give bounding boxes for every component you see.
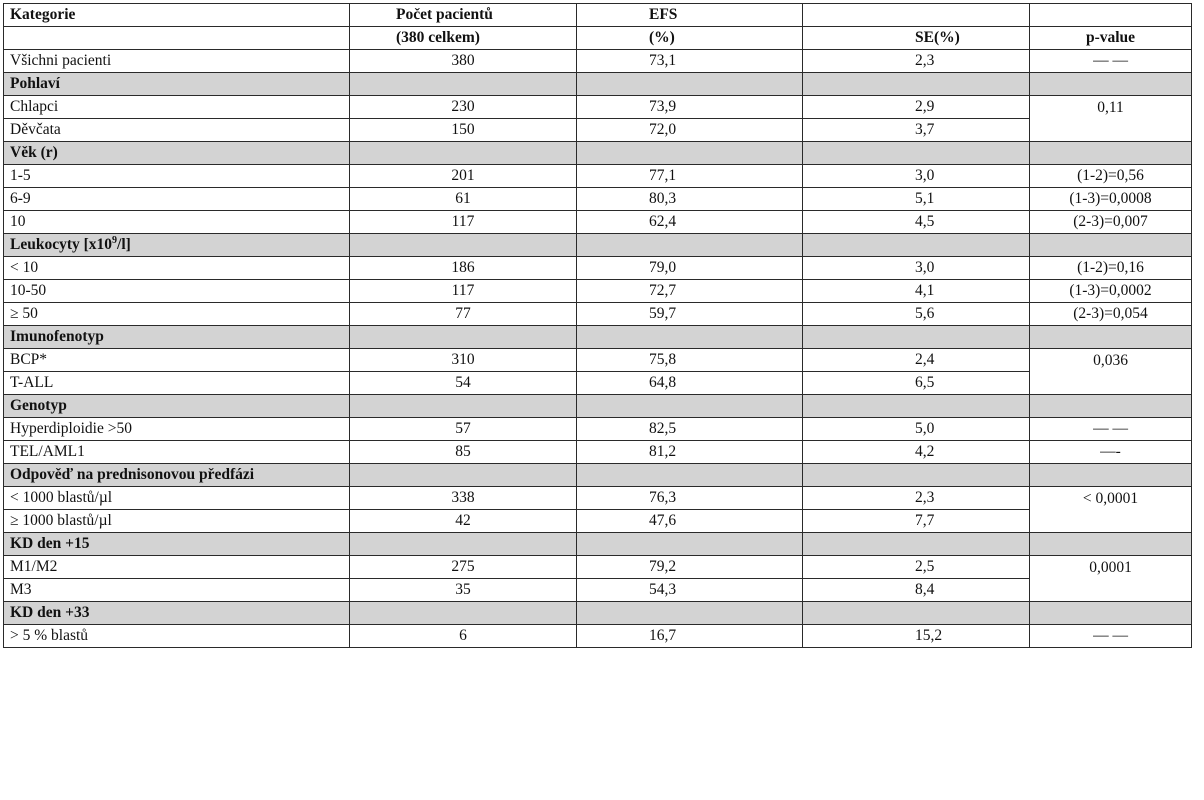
section-title-prefix: Leukocyty [x10 [10, 236, 113, 253]
header-kategorie-empty [4, 27, 350, 50]
row-pvalue: 0,0001 [1030, 556, 1192, 602]
row-efs: 62,4 [577, 211, 803, 234]
row-se: 2,9 [803, 96, 1030, 119]
row-efs: 76,3 [577, 487, 803, 510]
row-se: 6,5 [803, 372, 1030, 395]
section-cell-empty [577, 142, 803, 165]
header-pvalue: p-value [1030, 27, 1192, 50]
section-cell-empty [1030, 142, 1192, 165]
row-n: 275 [350, 556, 577, 579]
section-header-pohlavi [4, 73, 1192, 96]
row-se: 2,5 [803, 556, 1030, 579]
row-n: 77 [350, 303, 577, 326]
section-cell-empty [577, 602, 803, 625]
row-label: 1-5 [4, 165, 350, 188]
row-pvalue: — — [1030, 418, 1192, 441]
section-cell-empty [1030, 326, 1192, 349]
row-se: 4,2 [803, 441, 1030, 464]
section-cell-empty [577, 533, 803, 556]
section-cell-empty [577, 326, 803, 349]
table-row [4, 349, 1192, 372]
row-n: 54 [350, 372, 577, 395]
section-title: KD den +33 [4, 602, 350, 625]
row-se: 2,3 [803, 487, 1030, 510]
section-cell-empty [350, 395, 577, 418]
section-cell-empty [1030, 234, 1192, 257]
row-label: 10 [4, 211, 350, 234]
table-row [4, 579, 1192, 602]
section-header-leukocyty [4, 234, 1192, 257]
section-header-imunofenotyp [4, 326, 1192, 349]
row-efs: 72,0 [577, 119, 803, 142]
row-n: 150 [350, 119, 577, 142]
section-cell-empty [1030, 602, 1192, 625]
row-se: 5,1 [803, 188, 1030, 211]
row-n: 42 [350, 510, 577, 533]
row-label: ≥ 1000 blastů/µl [4, 510, 350, 533]
row-label: 6-9 [4, 188, 350, 211]
row-pvalue: 0,11 [1030, 96, 1192, 142]
efs-results-table [3, 3, 1192, 648]
row-pvalue: < 0,0001 [1030, 487, 1192, 533]
section-cell-empty [350, 533, 577, 556]
section-cell-empty [803, 395, 1030, 418]
row-pvalue: (1-3)=0,0008 [1030, 188, 1192, 211]
table-row [4, 119, 1192, 142]
row-efs: 59,7 [577, 303, 803, 326]
row-n: 85 [350, 441, 577, 464]
table-row [4, 418, 1192, 441]
header-se: SE(%) [803, 27, 1030, 50]
section-cell-empty [803, 142, 1030, 165]
table-row [4, 441, 1192, 464]
table-row [4, 96, 1192, 119]
section-title-suffix: /l] [117, 236, 131, 253]
row-se: 2,4 [803, 349, 1030, 372]
section-cell-empty [577, 234, 803, 257]
row-n: 35 [350, 579, 577, 602]
section-cell-empty [1030, 464, 1192, 487]
table-row [4, 188, 1192, 211]
row-n: 186 [350, 257, 577, 280]
row-pvalue: (2-3)=0,054 [1030, 303, 1192, 326]
row-pvalue: 0,036 [1030, 349, 1192, 395]
section-cell-empty [577, 395, 803, 418]
section-title: KD den +15 [4, 533, 350, 556]
section-cell-empty [350, 142, 577, 165]
row-se: 7,7 [803, 510, 1030, 533]
section-cell-empty [350, 73, 577, 96]
row-efs: 47,6 [577, 510, 803, 533]
row-n: 230 [350, 96, 577, 119]
table-row [4, 165, 1192, 188]
table-row [4, 280, 1192, 303]
row-efs: 79,2 [577, 556, 803, 579]
section-cell-empty [577, 73, 803, 96]
row-se: 3,7 [803, 119, 1030, 142]
section-cell-empty [803, 533, 1030, 556]
section-title: Věk (r) [4, 142, 350, 165]
row-efs: 73,9 [577, 96, 803, 119]
row-label: M3 [4, 579, 350, 602]
row-se: 5,6 [803, 303, 1030, 326]
section-header-odpoved [4, 464, 1192, 487]
table-row [4, 211, 1192, 234]
header-pocet-pacientu: Počet pacientů [350, 4, 577, 27]
row-n: 380 [350, 50, 577, 73]
row-label: T-ALL [4, 372, 350, 395]
row-pvalue: — — [1030, 625, 1192, 648]
row-label: < 1000 blastů/µl [4, 487, 350, 510]
section-cell-empty [803, 464, 1030, 487]
section-cell-empty [350, 234, 577, 257]
row-label: 10-50 [4, 280, 350, 303]
section-cell-empty [1030, 395, 1192, 418]
row-se: 3,0 [803, 165, 1030, 188]
row-label: < 10 [4, 257, 350, 280]
row-se: 2,3 [803, 50, 1030, 73]
row-n: 117 [350, 211, 577, 234]
table-row [4, 510, 1192, 533]
row-n: 338 [350, 487, 577, 510]
row-efs: 16,7 [577, 625, 803, 648]
row-se: 5,0 [803, 418, 1030, 441]
row-se: 8,4 [803, 579, 1030, 602]
row-pvalue: (2-3)=0,007 [1030, 211, 1192, 234]
results-table-container [3, 3, 1192, 648]
row-efs: 80,3 [577, 188, 803, 211]
row-efs: 75,8 [577, 349, 803, 372]
table-row-all-patients [4, 50, 1192, 73]
section-cell-empty [1030, 73, 1192, 96]
row-label: BCP* [4, 349, 350, 372]
row-label: ≥ 50 [4, 303, 350, 326]
table-row [4, 487, 1192, 510]
section-title: Pohlaví [4, 73, 350, 96]
row-efs: 81,2 [577, 441, 803, 464]
section-cell-empty [803, 602, 1030, 625]
section-cell-empty [803, 326, 1030, 349]
row-efs: 73,1 [577, 50, 803, 73]
header-efs-percent: (%) [577, 27, 803, 50]
row-efs: 77,1 [577, 165, 803, 188]
row-label: Hyperdiploidie >50 [4, 418, 350, 441]
section-header-genotyp [4, 395, 1192, 418]
row-label: Děvčata [4, 119, 350, 142]
row-pvalue: (1-3)=0,0002 [1030, 280, 1192, 303]
table-row [4, 372, 1192, 395]
section-header-vek [4, 142, 1192, 165]
row-n: 57 [350, 418, 577, 441]
row-n: 6 [350, 625, 577, 648]
section-cell-empty [803, 73, 1030, 96]
section-title: Genotyp [4, 395, 350, 418]
section-header-kd15 [4, 533, 1192, 556]
header-row-1 [4, 4, 1192, 27]
row-n: 201 [350, 165, 577, 188]
row-n: 61 [350, 188, 577, 211]
section-cell-empty [350, 602, 577, 625]
section-title: Imunofenotyp [4, 326, 350, 349]
table-row [4, 303, 1192, 326]
section-cell-empty [803, 234, 1030, 257]
row-label: TEL/AML1 [4, 441, 350, 464]
header-kategorie: Kategorie [4, 4, 350, 27]
row-efs: 64,8 [577, 372, 803, 395]
row-label: M1/M2 [4, 556, 350, 579]
header-efs: EFS [577, 4, 803, 27]
row-efs: 54,3 [577, 579, 803, 602]
row-pvalue: —- [1030, 441, 1192, 464]
section-title: Odpověď na prednisonovou předfázi [4, 464, 350, 487]
table-row [4, 257, 1192, 280]
section-cell-empty [577, 464, 803, 487]
section-cell-empty [350, 464, 577, 487]
header-row-2 [4, 27, 1192, 50]
row-pvalue: (1-2)=0,56 [1030, 165, 1192, 188]
header-celkem: (380 celkem) [350, 27, 577, 50]
table-row [4, 625, 1192, 648]
section-title [4, 234, 350, 257]
row-n: 117 [350, 280, 577, 303]
row-efs: 79,0 [577, 257, 803, 280]
section-header-kd33 [4, 602, 1192, 625]
row-efs: 82,5 [577, 418, 803, 441]
row-label: Všichni pacienti [4, 50, 350, 73]
header-se-empty [803, 4, 1030, 27]
row-pvalue: (1-2)=0,16 [1030, 257, 1192, 280]
row-se: 4,1 [803, 280, 1030, 303]
header-pvalue-empty [1030, 4, 1192, 27]
table-row [4, 556, 1192, 579]
section-title-superscript: 9 [112, 234, 118, 246]
row-efs: 72,7 [577, 280, 803, 303]
row-label: Chlapci [4, 96, 350, 119]
section-cell-empty [1030, 533, 1192, 556]
row-label: > 5 % blastů [4, 625, 350, 648]
section-cell-empty [350, 326, 577, 349]
row-pvalue: — — [1030, 50, 1192, 73]
row-n: 310 [350, 349, 577, 372]
row-se: 4,5 [803, 211, 1030, 234]
row-se: 15,2 [803, 625, 1030, 648]
row-se: 3,0 [803, 257, 1030, 280]
